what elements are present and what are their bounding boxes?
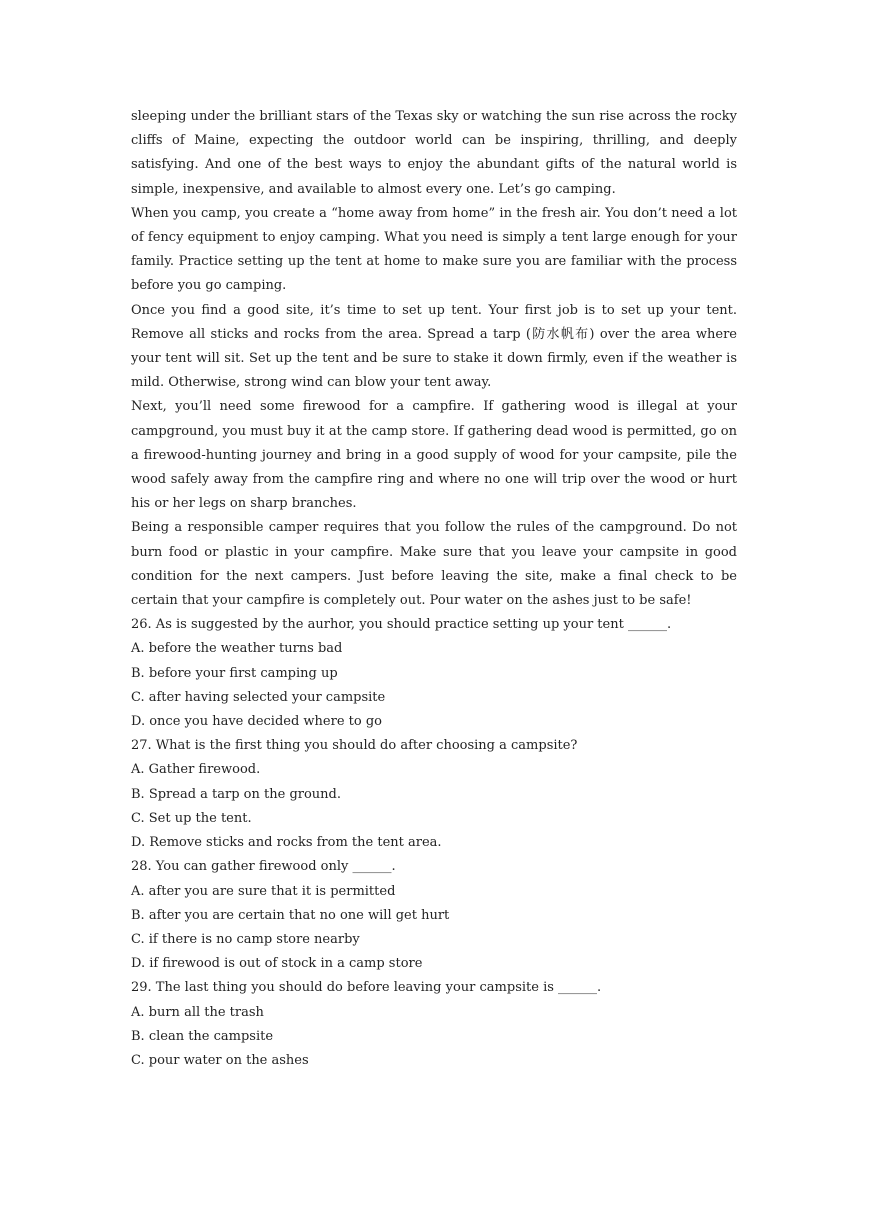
question-stem: 26. As is suggested by the aurhor, you should practice setting up your tent ______. — [131, 617, 672, 633]
answer-option: C. if there is no camp store nearby — [131, 931, 360, 947]
question-block — [131, 613, 737, 734]
reading-passage — [131, 105, 737, 613]
answer-option: D. once you have decided where to go — [131, 714, 382, 730]
passage-paragraph: Being a responsible camper requires that you follow the rules of the campground. Do not burn food or plastic in your campfire. Make sure that you leave your campsite in good condition for the next campers. Just before leaving the site, make a final check to be certain that your campfire is completely out. Pour water on the ashes just to be safe! — [131, 520, 737, 609]
passage-paragraph: sleeping under the brilliant stars of the Texas sky or watching the sun rise across the rocky cliffs of Maine, expecting the outdoor world can be inspiring, thrilling, and deeply satisfying. And one of the best ways to enjoy the abundant gifts of the natural world is simple, inexpensive, and available to almost every one. Let’s go camping. — [131, 109, 737, 197]
passage-paragraph: Once you find a good site, it’s time to set up tent. Your first job is to set up your tent. Remove all sticks and rocks from the area. Spread a tarp (防水帆布) over the area where your tent will sit. Set up the tent and be sure to stake it down firmly, even if the weather is mild. Otherwise, strong wind can blow your tent away. — [131, 302, 737, 391]
question-block — [131, 855, 737, 976]
question-block — [131, 976, 737, 1073]
answer-option: C. pour water on the ashes — [131, 1052, 309, 1068]
answer-option: B. after you are certain that no one will get hurt — [131, 907, 450, 923]
answer-option: C. Set up the tent. — [131, 810, 252, 826]
answer-option: B. before your first camping up — [131, 665, 338, 681]
answer-option: B. Spread a tarp on the ground. — [131, 786, 341, 802]
answer-option: A. burn all the trash — [131, 1004, 264, 1020]
question-block — [131, 734, 737, 855]
question-stem: 27. What is the first thing you should do after choosing a campsite? — [131, 738, 578, 754]
answer-option: D. if firewood is out of stock in a camp store — [131, 956, 423, 972]
answer-option: A. Gather firewood. — [131, 762, 261, 778]
answer-option: D. Remove sticks and rocks from the tent area. — [131, 835, 442, 851]
document-page — [131, 105, 737, 1073]
answer-option: A. after you are sure that it is permitted — [131, 883, 396, 899]
passage-paragraph: When you camp, you create a “home away from home” in the fresh air. You don’t need a lot of fency equipment to enjoy camping. What you need is simply a tent large enough for your family. Practice setting up the tent at home to make sure you are familiar with the process before you go camping. — [131, 205, 737, 294]
answer-option: C. after having selected your campsite — [131, 689, 386, 705]
question-stem: 28. You can gather firewood only ______. — [131, 859, 396, 875]
answer-option: A. before the weather turns bad — [131, 641, 343, 657]
passage-paragraph: Next, you’ll need some firewood for a campfire. If gathering wood is illegal at your campground, you must buy it at the camp store. If gathering dead wood is permitted, go on a firewood-hunting journey and bring in a good supply of wood for your campsite, pile the wood safely away from the campfire ring and where no one will trip over the wood or hurt his or her legs on sharp branches. — [131, 399, 737, 512]
answer-option: B. clean the campsite — [131, 1028, 274, 1044]
question-stem: 29. The last thing you should do before leaving your campsite is ______. — [131, 980, 602, 996]
